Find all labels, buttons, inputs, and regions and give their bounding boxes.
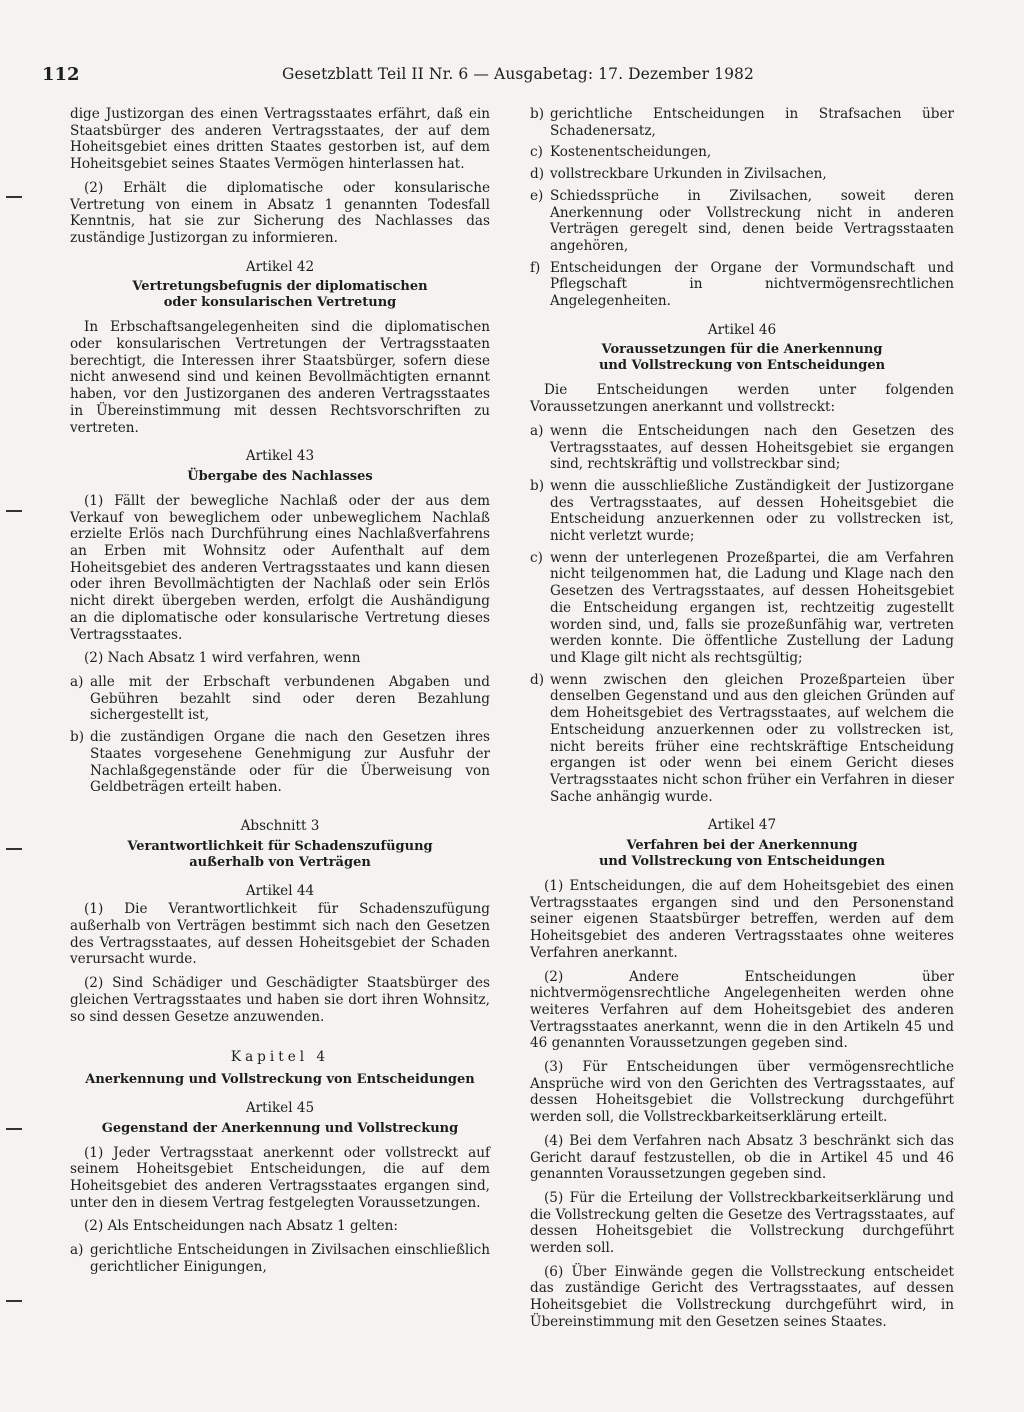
- section-heading: Abschnitt 3: [240, 817, 320, 834]
- list-item: [70, 674, 490, 724]
- list-item: [530, 550, 954, 667]
- paragraph: (6) Über Einwände gegen die Vollstreckung entscheidet das zuständige Gericht des Vertragsstaates, auf dessen Hoheitsgebiet die Vollstreckung durchgeführt wird, in Übereinstimmung mit den Gesetzen seines Staates.: [530, 1263, 954, 1330]
- list: [530, 106, 954, 310]
- running-header-title: Gesetzblatt Teil II Nr. 6 — Ausgabetag: 17. Dezember 1982: [282, 65, 754, 83]
- list: [530, 423, 954, 805]
- list-item-text: wenn der unterlegenen Prozeßpartei, die am Verfahren nicht teilgenommen hat, die Ladung und Klage nach den Gesetzen des Vertragsstaates, auf dessen Hoheitsgebiet die Entscheidung ergangen ist, rechtzeitig zugestellt worden sind, und, falls sie prozeßunfähig war, vertreten werden konnte. Die öffentliche Zustellung der Ladung und Klage gilt nicht als rechtsgültig;: [550, 549, 954, 666]
- article-title: [70, 279, 490, 311]
- list-item-label: a): [70, 1242, 84, 1259]
- paragraph: (3) Für Entscheidungen über vermögensrechtliche Ansprüche wird von den Gerichten des Vertragsstaates, auf dessen Hoheitsgebiet die Vollstreckung durchgeführt werden soll, die Vollstreckbarkeitserklärung erteilt.: [530, 1059, 954, 1126]
- article-heading: Artikel 45: [245, 1099, 315, 1116]
- list-item-text: Entscheidungen der Organe der Vormundschaft und Pflegschaft in nichtvermögensrechtlichen Angelegenheiten.: [550, 259, 954, 310]
- article-title-line: und Vollstreckung von Entscheidungen: [598, 854, 886, 870]
- list-item-text: Kostenentscheidungen,: [550, 144, 712, 161]
- margin-mark: [6, 848, 22, 850]
- article-title: Übergabe des Nachlasses: [187, 468, 373, 484]
- article-title-line: Voraussetzungen für die Anerkennung: [601, 342, 883, 358]
- article-heading: Artikel 42: [245, 258, 315, 275]
- list-item-label: a): [530, 422, 544, 439]
- list-item-label: f): [530, 259, 541, 276]
- list-item: [530, 423, 954, 473]
- margin-mark: [6, 196, 22, 198]
- list: [70, 1242, 490, 1275]
- section-title: [70, 839, 490, 871]
- list-item: [70, 729, 490, 796]
- list-item-label: e): [530, 187, 544, 204]
- margin-mark: [6, 1128, 22, 1130]
- paragraph: (2) Sind Schädiger und Geschädigter Staatsbürger des gleichen Vertragsstaates und haben sie dort ihren Wohnsitz, so sind dessen Gesetze anzuwenden.: [70, 975, 490, 1025]
- list-item-text: vollstreckbare Urkunden in Zivilsachen,: [550, 166, 827, 183]
- chapter-heading: Kapitel 4: [230, 1049, 330, 1066]
- paragraph: (2) Nach Absatz 1 wird verfahren, wenn: [84, 650, 361, 667]
- list-item-text: wenn die ausschließliche Zuständigkeit der Justizorgane des Vertragsstaates, auf dessen Hoheitsgebiet die Entscheidung anzuerkennen oder zu vollstrecken ist, nicht verletzt wurde;: [550, 477, 954, 545]
- article-heading: Artikel 46: [707, 321, 777, 338]
- paragraph: (1) Entscheidungen, die auf dem Hoheitsgebiet des einen Vertragsstaates ergangen sind und den Personenstand seiner eigenen Staatsbürger betreffen, werden auf dem Hoheitsgebiet des anderen Vertragsstaates ohne weiteres Verfahren anerkannt.: [530, 878, 954, 961]
- list-item: [530, 672, 954, 806]
- article-title-line: oder konsularischen Vertretung: [163, 295, 397, 311]
- list-item-label: c): [530, 144, 543, 161]
- article-title-line: Vertretungsbefugnis der diplomatischen: [132, 279, 428, 295]
- article-title-line: und Vollstreckung von Entscheidungen: [598, 358, 886, 374]
- article-heading: Artikel 47: [707, 817, 777, 834]
- article-heading: Artikel 43: [245, 448, 315, 465]
- article-heading: Artikel 44: [245, 882, 315, 899]
- right-column: [530, 106, 954, 1338]
- section-title-line: Verantwortlichkeit für Schadenszufügung: [127, 838, 433, 854]
- article-title: [530, 838, 954, 870]
- list-item-text: Schiedssprüche in Zivilsachen, soweit deren Anerkennung oder Vollstreckung nicht in anderen Verträgen geregelt sind, denen beide Vertragsstaaten angehören,: [550, 187, 954, 254]
- list-item-label: c): [530, 549, 543, 566]
- list-item-label: d): [530, 166, 545, 183]
- margin-mark: [6, 510, 22, 512]
- list-item: [530, 106, 954, 139]
- paragraph: dige Justizorgan des einen Vertragsstaates erfährt, daß ein Staatsbürger des anderen Vertragsstaates, der auf dem Hoheitsgebiet eines dritten Staates gestorben ist, auf dem Hoheitsgebiet seines Staates Vermögen hinterlassen hat.: [70, 106, 490, 173]
- page-number: 112: [42, 64, 80, 85]
- paragraph: (1) Die Verantwortlichkeit für Schadenszufügung außerhalb von Verträgen bestimmt sich nach den Gesetzen des Vertragsstaates, auf dessen Hoheitsgebiet der Schaden verursacht wurde.: [70, 901, 490, 968]
- paragraph: (1) Fällt der bewegliche Nachlaß oder der aus dem Verkauf von beweglichem oder unbeweglichem Nachlaß erzielte Erlös nach Durchführung eines Nachlaßverfahrens an Erben mit Wohnsitz oder Aufenthalt auf dem Hoheitsgebiet des anderen Vertragsstaates und kann diesen oder ihren Bevollmächtigten der Nachlaß oder sein Erlös nicht direkt übergeben werden, erfolgt die Aushändigung an die diplomatische oder konsularische Vertretung dieses Vertragsstaates.: [70, 492, 490, 643]
- list-item-text: wenn die Entscheidungen nach den Gesetzen des Vertragsstaates, auf dessen Hoheitsgebiet sie ergangen sind, rechtskräftig und vollstreckbar sind;: [550, 422, 954, 473]
- list-item-label: d): [530, 671, 545, 688]
- list-item: [530, 144, 954, 161]
- list-item-text: wenn zwischen den gleichen Prozeßparteien über denselben Gegenstand und aus den gleichen Gründen auf dem Hoheitsgebiet des Vertragsstaates, auf welchem die Entscheidung anzuerkennen oder zu vollstrecken ist, nicht bereits früher eine rechtskräftige Entscheidung ergangen ist oder wenn bei einem Gericht dieses Vertragsstaates nicht schon früher ein Verfahren in dieser Sache anhängig wurde.: [550, 671, 954, 805]
- paragraph: (2) Als Entscheidungen nach Absatz 1 gelten:: [84, 1218, 398, 1235]
- paragraph: (1) Jeder Vertragsstaat anerkennt oder vollstreckt auf seinem Hoheitsgebiet Entscheidungen, die auf dem Hoheitsgebiet des anderen Vertragsstaates ergangen sind, unter den in diesem Vertrag festgelegten Voraussetzungen.: [70, 1144, 490, 1211]
- list-item: [70, 1242, 490, 1275]
- list-item-text: gerichtliche Entscheidungen in Strafsachen über Schadenersatz,: [550, 106, 954, 139]
- paragraph: Die Entscheidungen werden unter folgenden Voraussetzungen anerkannt und vollstreckt:: [530, 382, 954, 416]
- list-item: [530, 188, 954, 255]
- list-item: [530, 166, 954, 183]
- paragraph: (2) Erhält die diplomatische oder konsularische Vertretung von einem in Absatz 1 genannten Todesfall Kenntnis, hat sie zur Sicherung des Nachlasses das zuständige Justizorgan zu informieren.: [70, 179, 490, 246]
- paragraph: (2) Andere Entscheidungen über nichtvermögensrechtliche Angelegenheiten werden ohne weiteres Verfahren auf dem Hoheitsgebiet des anderen Vertragsstaates anerkannt, wenn die in den Artikeln 45 und 46 genannten Voraussetzungen gegeben sind.: [530, 968, 954, 1052]
- page-header: [42, 64, 754, 88]
- article-title: [530, 342, 954, 374]
- article-title: Gegenstand der Anerkennung und Vollstreckung: [101, 1120, 459, 1136]
- list-item-label: b): [530, 106, 545, 122]
- list-item: [530, 478, 954, 545]
- list-item-label: a): [70, 673, 84, 690]
- list-item-label: b): [70, 729, 85, 746]
- list-item-label: b): [530, 477, 545, 494]
- margin-mark: [6, 1300, 22, 1302]
- list-item-text: gerichtliche Entscheidungen in Zivilsachen einschließlich gerichtlicher Einigungen,: [90, 1242, 490, 1275]
- section-title-line: außerhalb von Verträgen: [189, 854, 371, 870]
- paragraph: (5) Für die Erteilung der Vollstreckbarkeitserklärung und die Vollstreckung gelten die Gesetze des Vertragsstaates, auf dessen Hoheitsgebiet die Vollstreckung durchgeführt werden soll.: [530, 1189, 954, 1257]
- list-item: [530, 260, 954, 310]
- left-column: [70, 106, 490, 1283]
- paragraph: (4) Bei dem Verfahren nach Absatz 3 beschränkt sich das Gericht darauf festzustellen, ob die in Artikel 45 und 46 genannten Voraussetzungen gegeben sind.: [530, 1132, 954, 1183]
- list-item-text: alle mit der Erbschaft verbundenen Abgaben und Gebühren bezahlt sind oder deren Bezahlung sichergestellt ist,: [90, 673, 490, 724]
- list: [70, 674, 490, 796]
- list-item-text: die zuständigen Organe die nach den Gesetzen ihres Staates vorgesehene Genehmigung zur Ausfuhr der Nachlaßgegenstände oder für die Überweisung von Geldbeträgen erteilt haben.: [90, 729, 490, 796]
- article-title-line: Verfahren bei der Anerkennung: [626, 838, 858, 854]
- chapter-title: Anerkennung und Vollstreckung von Entscheidungen: [85, 1071, 475, 1087]
- paragraph: In Erbschaftsangelegenheiten sind die diplomatischen oder konsularischen Vertretungen der Vertragsstaaten berechtigt, die Interessen ihrer Staatsbürger, sofern diese nicht anwesend sind und keinen Bevollmächtigten ernannt haben, vor den Justizorganen des anderen Vertragsstaates in Übereinstimmung mit dessen Rechtsvorschriften zu vertreten.: [70, 319, 490, 436]
